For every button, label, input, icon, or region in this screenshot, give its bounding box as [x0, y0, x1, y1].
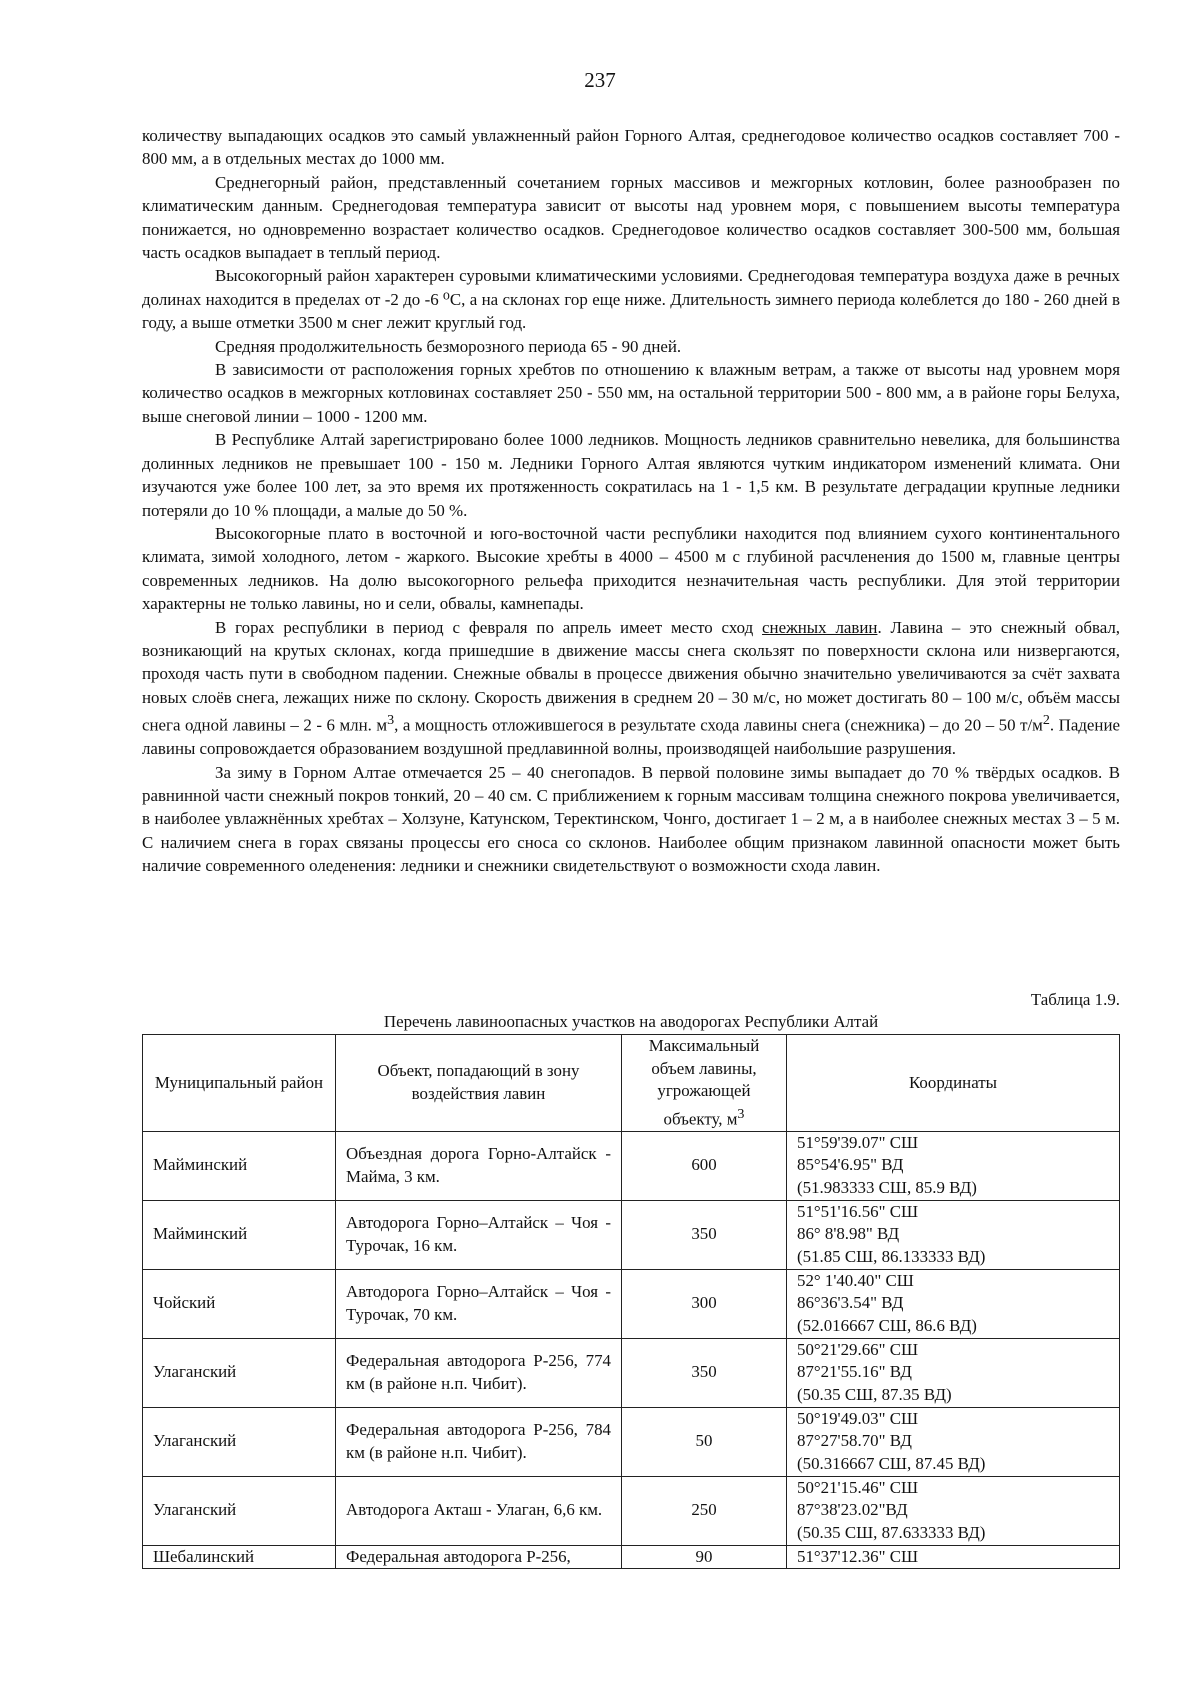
cell-district: Чойский [143, 1269, 336, 1338]
table-row [143, 1269, 1120, 1338]
paragraph: Высокогорный район характерен суровыми климатическими условиями. Среднегодовая температура воздуха даже в речных долинах находится в пределах от -2 до -6 ⁰С, а на склонах гор еще ниже. Длительность зимнего периода колеблется до 180 - 260 дней в году, а выше отметки 3500 м снег лежит круглый год. [142, 266, 1120, 333]
paragraph: За зиму в Горном Алтае отмечается 25 – 40 снегопадов. В первой половине зимы выпадает до 70 % твёрдых осадков. В равнинной части снежный покров тонкий, 20 – 40 см. С приближением к горным массивам толщина снежного покрова увеличивается, в наиболее увлажнённых хребтах – Холзуне, Катунском, Теректинском, Чонго, достигает 1 – 2 м, а в наиболее снежных местах 3 – 5 м. С наличием снега в горах связаны процессы его сноса со склонов. Наиболее общим признаком лавинной опасности может быть наличие современного оледенения: ледники и снежники свидетельствуют о возможности схода лавин. [142, 762, 1120, 876]
cell-district: Улаганский [143, 1407, 336, 1476]
coord-lat: 51°51'16.56" СШ [797, 1201, 919, 1221]
coord-lat: 50°21'15.46" СШ [797, 1477, 919, 1497]
cell-volume: 250 [622, 1476, 787, 1545]
cell-coords [787, 1200, 1120, 1269]
coord-lon: 85°54'6.95" ВД [797, 1155, 904, 1175]
paragraph: количеству выпадающих осадков это самый увлажненный район Горного Алтая, среднегодовое количество осадков составляет 700 - 800 мм, а в отдельных местах до 1000 мм. [142, 126, 1120, 169]
coord-lon: 86° 8'8.98" ВД [797, 1224, 900, 1244]
coord-lat: 50°19'49.03" СШ [797, 1408, 919, 1428]
cell-volume: 350 [622, 1200, 787, 1269]
table-header-row [143, 1035, 1120, 1132]
cell-object: Автодорога Акташ - Улаган, 6,6 км. [336, 1476, 622, 1545]
cell-coords [787, 1269, 1120, 1338]
table-row [143, 1407, 1120, 1476]
coord-decimal: (51.983333 СШ, 85.9 ВД) [797, 1177, 977, 1197]
text-span: , а мощность отложившегося в результате схода лавины снега (снежника) – до 20 – 50 т/м [394, 715, 1043, 735]
text-span: В горах республики в период с февраля по апрель имеет место сход [215, 617, 763, 637]
cell-object: Федеральная автодорога Р-256, [336, 1545, 622, 1569]
table-row [143, 1476, 1120, 1545]
cell-object: Объездная дорога Горно-Алтайск - Майма, 3 км. [336, 1131, 622, 1200]
avalanche-paragraph [142, 616, 1120, 761]
cell-coords [787, 1338, 1120, 1407]
coord-lat: 51°37'12.36" СШ [797, 1546, 919, 1566]
header-coords: Координаты [787, 1035, 1120, 1132]
coord-lat: 51°59'39.07" СШ [797, 1132, 919, 1152]
coord-lon: 87°21'55.16" ВД [797, 1362, 912, 1382]
coord-lon: 87°38'23.02"ВД [797, 1500, 908, 1520]
header-volume [622, 1035, 787, 1132]
cell-object: Автодорога Горно–Алтайск – Чоя - Турочак, 70 км. [336, 1269, 622, 1338]
coord-decimal: (50.316667 СШ, 87.45 ВД) [797, 1453, 986, 1473]
cell-district: Шебалинский [143, 1545, 336, 1569]
table-number: Таблица 1.9. [1030, 990, 1120, 1009]
coord-lon: 87°27'58.70" ВД [797, 1431, 912, 1451]
header-district: Муниципальный район [143, 1035, 336, 1132]
cell-district: Улаганский [143, 1476, 336, 1545]
paragraph: В зависимости от расположения горных хребтов по отношению к влажным ветрам, а также от высоты над уровнем моря количество осадков в межгорных котловинах составляет 250 - 550 мм, на остальной территории 500 - 800 мм, а в районе горы Белуха, выше снеговой линии – 1000 - 1200 мм. [142, 360, 1120, 426]
cell-volume: 300 [622, 1269, 787, 1338]
coord-decimal: (50.35 СШ, 87.35 ВД) [797, 1384, 952, 1404]
paragraph: Среднегорный район, представленный сочетанием горных массивов и межгорных котловин, более разнообразен по климатическим данным. Среднегодовая температура зависит от высоты над уровнем моря, с повышением высоты температура понижается, но одновременно возрастает количество осадков. Среднегодовое количество осадков составляет 300-500 мм, большая часть осадков выпадает в теплый период. [142, 172, 1120, 263]
paragraph: Средняя продолжительность безморозного периода 65 - 90 дней. [215, 336, 682, 356]
text-span: . Лавина – это снежный обвал, возникающий на крутых склонах, когда пришедшие в движение массы снега скользят по поверхности склона или низвергаются, проходя часть пути в свободном падении. Снежные обвалы в процессе движения обычно значительно увеличиваются за счёт захвата новых слоёв снега, лежащих ниже по склону. Скорость движения в среднем 20 – 30 м/с, но может достигать 80 – 100 м/с, объём массы снега одной лавины – 2 - 6 млн. м [142, 617, 1120, 735]
table-row [143, 1131, 1120, 1200]
cell-object: Федеральная автодорога Р-256, 784 км (в районе н.п. Чибит). [336, 1407, 622, 1476]
body-text [142, 124, 1120, 878]
cell-coords [787, 1407, 1120, 1476]
coord-decimal: (51.85 СШ, 86.133333 ВД) [797, 1246, 986, 1266]
coord-lat: 50°21'29.66" СШ [797, 1339, 919, 1359]
paragraph: Высокогорные плато в восточной и юго-восточной части республики находится под влиянием сухого континентального климата, зимой холодного, летом - жаркого. Высокие хребты в 4000 – 4500 м с глубиной расчленения до 1500 м, главные центры современных ледников. На долю высокогорного рельефа приходится незначительная часть республики. Для этой территории характерны не только лавины, но и сели, обвалы, камнепады. [142, 523, 1120, 614]
cell-volume: 90 [622, 1545, 787, 1569]
page-number: 237 [584, 68, 616, 92]
avalanche-link[interactable]: снежных лавин [762, 617, 878, 637]
superscript: 3 [737, 1105, 745, 1122]
text-span: . Падение лавины сопровождается образованием воздушной предлавинной волны, производящей наибольшие разрушения. [142, 715, 1120, 759]
cell-district: Майминский [143, 1200, 336, 1269]
table-row [143, 1545, 1120, 1569]
table-caption: Перечень лавиноопасных участков на аводорогах Республики Алтай [383, 1012, 879, 1031]
cell-volume: 350 [622, 1338, 787, 1407]
cell-coords [787, 1476, 1120, 1545]
coord-decimal: (50.35 СШ, 87.633333 ВД) [797, 1522, 986, 1542]
coord-decimal: (52.016667 СШ, 86.6 ВД) [797, 1315, 977, 1335]
avalanche-sites-table [142, 1034, 1120, 1569]
cell-district: Майминский [143, 1131, 336, 1200]
superscript: 3 [387, 712, 395, 729]
cell-volume: 50 [622, 1407, 787, 1476]
coord-lon: 86°36'3.54" ВД [797, 1293, 904, 1313]
cell-district: Улаганский [143, 1338, 336, 1407]
cell-object: Автодорога Горно–Алтайск – Чоя - Турочак, 16 км. [336, 1200, 622, 1269]
cell-coords [787, 1131, 1120, 1200]
cell-coords [787, 1545, 1120, 1569]
paragraph: В Республике Алтай зарегистрировано более 1000 ледников. Мощность ледников сравнительно невелика, для большинства долинных ледников не превышает 100 - 150 м. Ледники Горного Алтая являются чутким индикатором изменений климата. Они изучаются уже более 100 лет, за это время их протяженность сократилась на 1 - 1,5 км. В результате деградации крупные ледники потеряли до 10 % площади, а малые до 50 %. [142, 430, 1120, 520]
coord-lat: 52° 1'40.40" СШ [797, 1270, 914, 1290]
cell-volume: 600 [622, 1131, 787, 1200]
cell-object: Федеральная автодорога Р-256, 774 км (в районе н.п. Чибит). [336, 1338, 622, 1407]
table-row [143, 1338, 1120, 1407]
superscript: 2 [1042, 712, 1050, 729]
header-volume-text: Максимальный объем лавины, угрожающей объекту, м [648, 1036, 760, 1129]
table-row [143, 1200, 1120, 1269]
header-object: Объект, попадающий в зону воздействия лавин [336, 1035, 622, 1132]
